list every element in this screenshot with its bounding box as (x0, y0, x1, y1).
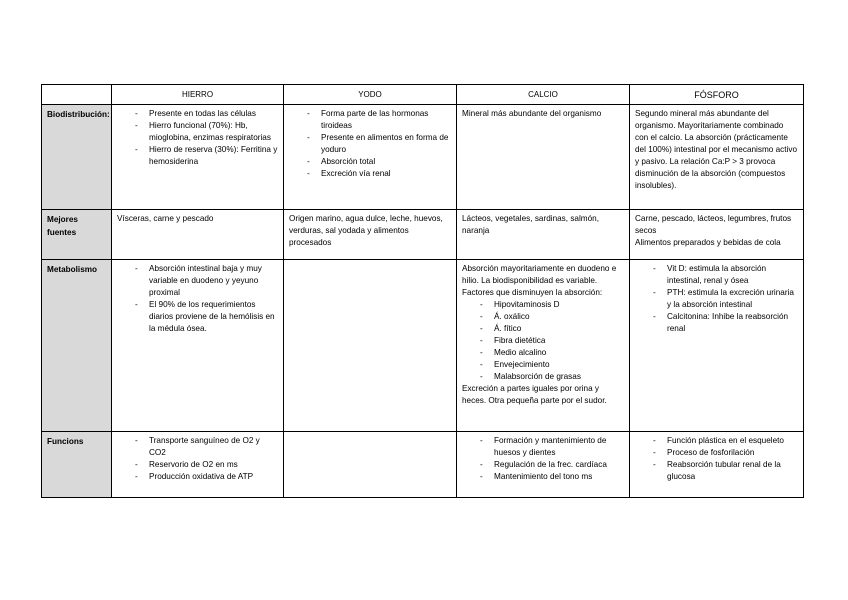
list-item: - Medio alcalino (480, 347, 624, 359)
list-item: - Hierro funcional (70%): Hb, mioglobina, enzimas respiratorias (135, 120, 278, 144)
cell-text: Alimentos preparados y bebidas de cola (635, 238, 781, 247)
list-item: - Hierro de reserva (30%): Ferritina y hemosiderina (135, 144, 278, 168)
list-item: - Presente en alimentos en forma de yoduro (307, 132, 451, 156)
list-item: - Vit D: estimula la absorción intestinal, renal y ósea (653, 263, 798, 287)
list-item: - Excreción vía renal (307, 168, 451, 180)
cell-text: Lácteos, vegetales, sardinas, salmón, naranja (462, 214, 599, 235)
minerals-table (41, 84, 804, 498)
cell-hierro-biodistribucion (112, 105, 284, 210)
cell-text: Factores que disminuyen la absorción: (462, 288, 603, 297)
cell-fosforo-funcions (630, 432, 804, 498)
list-item: - Reservorio de O2 en ms (135, 459, 278, 471)
cell-calcio-metabolismo (457, 260, 630, 432)
cell-calcio-fuentes (457, 210, 630, 260)
cell-fosforo-biodistribucion (630, 105, 804, 210)
table-row-funcions (42, 432, 804, 498)
cell-yodo-funcions (284, 432, 457, 498)
cell-text: Carne, pescado, lácteos, legumbres, frutos secos (635, 214, 792, 235)
cell-text: Origen marino, agua dulce, leche, huevos, verduras, sal yodada y alimentos procesados (289, 214, 443, 247)
cell-calcio-biodistribucion (457, 105, 630, 210)
cell-fosforo-fuentes (630, 210, 804, 260)
cell-yodo-metabolismo (284, 260, 457, 432)
list-item: - Á. oxálico (480, 311, 624, 323)
table-row-biodistribucion (42, 105, 804, 210)
row-header-funcions: Funcions (42, 432, 112, 498)
cell-text: Absorción mayoritariamente en duodeno e hilio. La biodisponibilidad es variable. (462, 264, 617, 285)
cell-hierro-metabolismo (112, 260, 284, 432)
column-header-calcio: CALCIO (457, 85, 630, 105)
row-header-mejores-fuentes: Mejores fuentes (42, 210, 112, 260)
list-item: - Regulación de la frec. cardíaca (480, 459, 624, 471)
list-item: - Reabsorción tubular renal de la glucosa (653, 459, 798, 483)
list-item: - Malabsorción de grasas (480, 371, 624, 383)
list-item: - Envejecimiento (480, 359, 624, 371)
list-item: - Absorción intestinal baja y muy variable en duodeno y yeyuno proximal (135, 263, 278, 299)
list-item: - Calcitonina: Inhibe la reabsorción renal (653, 311, 798, 335)
cell-yodo-biodistribucion (284, 105, 457, 210)
column-header-hierro: HIERRO (112, 85, 284, 105)
list-item: - Presente en todas las células (135, 108, 278, 120)
list-item: - Transporte sanguíneo de O2 y CO2 (135, 435, 278, 459)
list-item: - Mantenimiento del tono ms (480, 471, 624, 483)
list-item: - Forma parte de las hormonas tiroideas (307, 108, 451, 132)
list-item: - Proceso de fosforilación (653, 447, 798, 459)
cell-text: Segundo mineral más abundante del organismo. Mayoritariamente combinado con el calcio. La absorción (prácticamente del 100%) intestinal por el mecanismo activo y pasivo. La relación Ca:P > 3 provoca disminución de la absorción (compuestos insolubles). (635, 109, 798, 190)
list-item: - Hipovitaminosis D (480, 299, 624, 311)
table-row-metabolismo (42, 260, 804, 432)
list-item: - PTH: estimula la excreción urinaria y la absorción intestinal (653, 287, 798, 311)
corner-cell (42, 85, 112, 105)
cell-fosforo-metabolismo (630, 260, 804, 432)
row-header-biodistribucion: Biodistribución: (42, 105, 112, 210)
list-item: - Formación y mantenimiento de huesos y dientes (480, 435, 624, 459)
cell-text: Vísceras, carne y pescado (117, 214, 214, 223)
cell-yodo-fuentes (284, 210, 457, 260)
column-header-yodo: YODO (284, 85, 457, 105)
list-item: - El 90% de los requerimientos diarios proviene de la hemólisis en la médula ósea. (135, 299, 278, 335)
cell-hierro-fuentes (112, 210, 284, 260)
cell-text: Excreción a partes iguales por orina y heces. Otra pequeña parte por el sudor. (462, 384, 607, 405)
cell-calcio-funcions (457, 432, 630, 498)
column-header-fosforo: FÓSFORO (630, 85, 804, 105)
row-header-metabolismo: Metabolismo (42, 260, 112, 432)
list-item: - Función plástica en el esqueleto (653, 435, 798, 447)
header-row (42, 85, 804, 105)
list-item: - Producción oxidativa de ATP (135, 471, 278, 483)
cell-hierro-funcions (112, 432, 284, 498)
list-item: - Fibra dietética (480, 335, 624, 347)
cell-text: Mineral más abundante del organismo (462, 109, 602, 118)
list-item: - Á. fítico (480, 323, 624, 335)
table-row-mejores-fuentes (42, 210, 804, 260)
list-item: - Absorción total (307, 156, 451, 168)
